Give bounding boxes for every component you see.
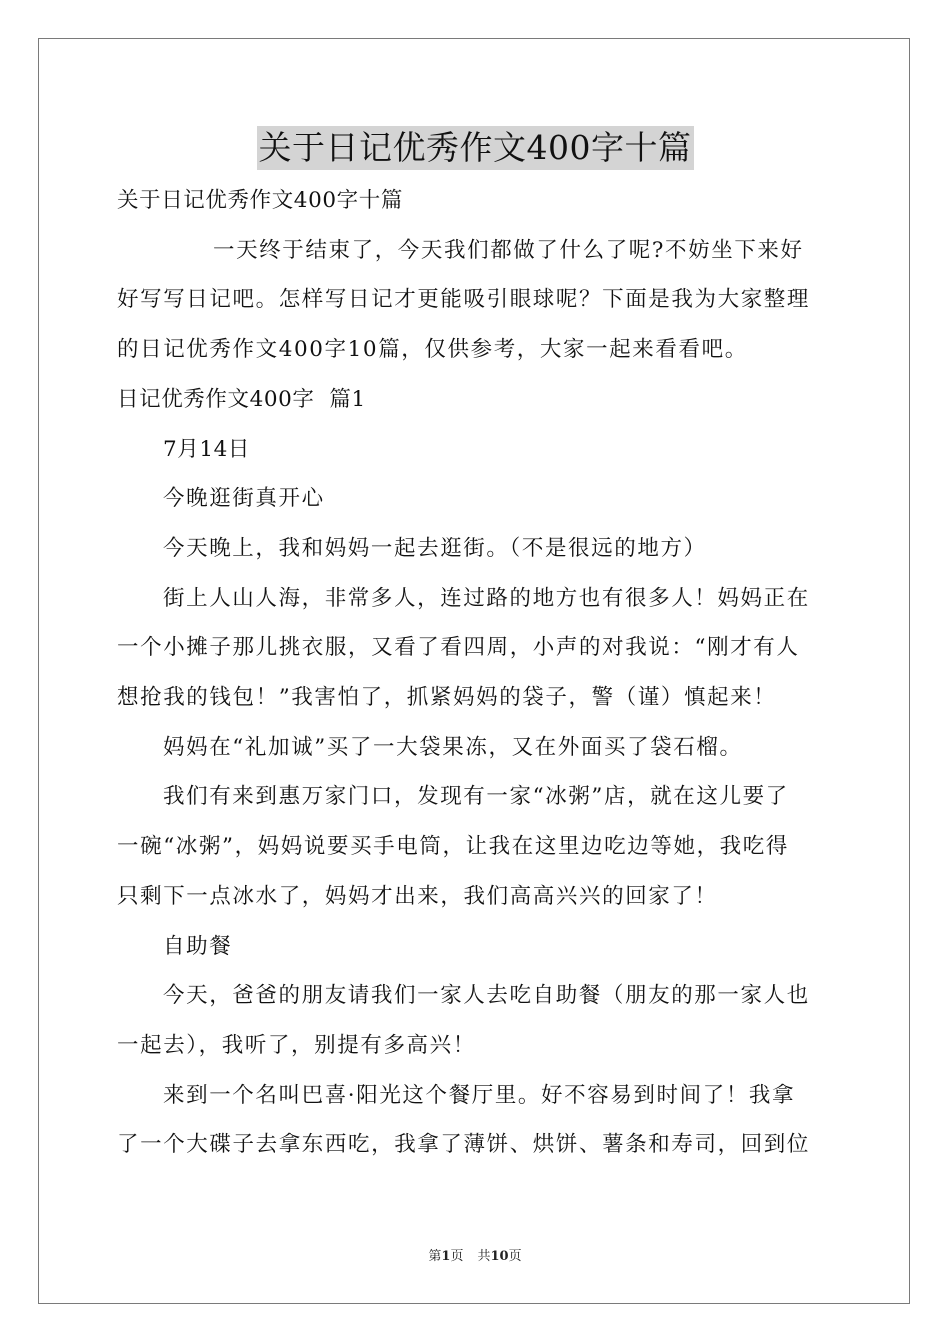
- total-pages: 10: [490, 1249, 509, 1264]
- intro-line: 好写写日记吧。怎样写日记才更能吸引眼球呢？下面是我为大家整理: [117, 287, 811, 313]
- paragraph-line: 今天晚上，我和妈妈一起去逛街。（不是很远的地方）: [163, 535, 707, 561]
- paragraph-line: 一个小摊子那儿挑衣服，又看了看四周，小声的对我说：“刚才有人: [117, 635, 800, 661]
- paragraph-line: 想抢我的钱包！”我害怕了，抓紧妈妈的袋子，警（谨）慎起来！: [117, 685, 777, 711]
- page-suffix: 页: [450, 1249, 464, 1264]
- document-body: [117, 176, 833, 1170]
- page-number: 1: [441, 1249, 451, 1264]
- section-heading: 日记优秀作文400字 篇1: [117, 386, 366, 412]
- paragraph-line: 一起去），我听了，别提有多高兴！: [117, 1032, 476, 1058]
- paragraph-line: 妈妈在“礼加诚”买了一大袋果冻，又在外面买了袋石榴。: [163, 734, 743, 760]
- entry-date: 7月14日: [163, 436, 251, 462]
- paragraph-line: 只剩下一点冰水了，妈妈才出来，我们高高兴兴的回家了！: [117, 883, 718, 909]
- total-prefix: 共: [477, 1249, 491, 1264]
- entry-title: 自助餐: [163, 933, 233, 959]
- intro-line: 的日记优秀作文400字10篇，仅供参考，大家一起来看看吧。: [117, 337, 748, 363]
- paragraph-line: 来到一个名叫巴喜·阳光这个餐厅里。好不容易到时间了！我拿: [163, 1082, 796, 1108]
- document-subtitle: 关于日记优秀作文400字十篇: [117, 188, 403, 213]
- document-title: 关于日记优秀作文400字十篇: [257, 126, 694, 170]
- paragraph-line: 我们有来到惠万家门口，发现有一家“冰粥”店，就在这儿要了: [163, 784, 789, 810]
- page-footer: [0, 1248, 950, 1266]
- intro-line: 一天终于结束了，今天我们都做了什么了呢?不妨坐下来好: [213, 237, 804, 263]
- total-suffix: 页: [508, 1249, 522, 1264]
- page-prefix: 第: [428, 1249, 442, 1264]
- paragraph-line: 街上人山人海，非常多人，连过路的地方也有很多人！妈妈正在: [163, 585, 810, 611]
- paragraph-line: 一碗“冰粥”，妈妈说要买手电筒，让我在这里边吃边等她，我吃得: [117, 834, 789, 860]
- paragraph-line: 了一个大碟子去拿东西吃，我拿了薄饼、烘饼、薯条和寿司，回到位: [117, 1132, 811, 1158]
- paragraph-line: 今天，爸爸的朋友请我们一家人去吃自助餐（朋友的那一家人也: [163, 983, 810, 1009]
- title-container: [0, 126, 950, 170]
- entry-title: 今晚逛街真开心: [163, 486, 325, 512]
